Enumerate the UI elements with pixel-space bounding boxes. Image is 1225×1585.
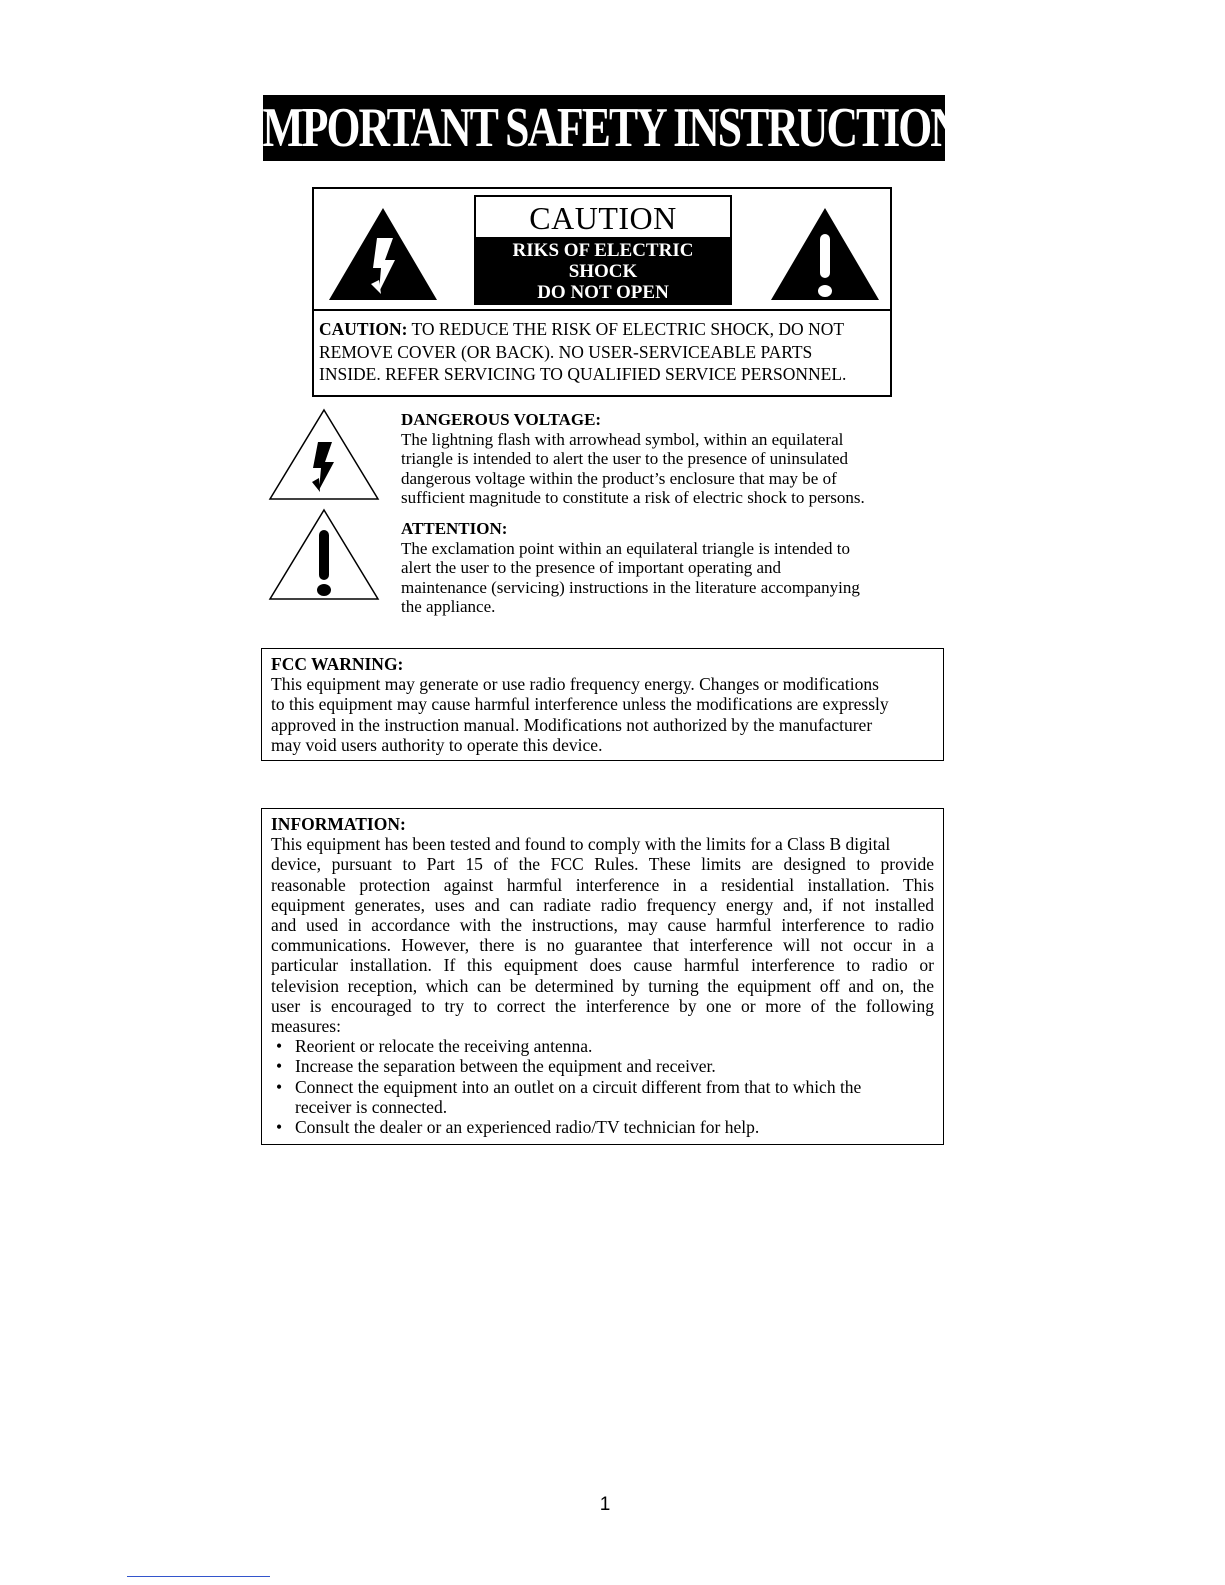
list-item-text: Increase the separation between the equipment and receiver.	[295, 1056, 716, 1077]
list-item	[271, 1117, 934, 1137]
information-line: communications. However, there is no guarantee that interference will not occur in a	[271, 935, 934, 956]
fcc-warning-box	[261, 648, 944, 761]
caution-line: RIKS OF ELECTRIC	[512, 240, 694, 261]
exclamation-outline-icon	[268, 508, 380, 602]
page-title: IMPORTANT SAFETY INSTRUCTION	[247, 97, 961, 159]
information-line: particular installation. If this equipment does cause harmful interference to radio or	[271, 955, 934, 976]
footer-rule	[127, 1576, 270, 1577]
fcc-warning-heading: FCC WARNING:	[271, 654, 404, 674]
fcc-warning-line: to this equipment may cause harmful interference unless the modifications are expressly	[271, 694, 889, 715]
information-line: This equipment has been tested and found to comply with the limits for a Class B digital	[271, 834, 891, 855]
attention-line: alert the user to the presence of important operating and	[401, 558, 781, 577]
dangerous-voltage-line: triangle is intended to alert the user to the presence of uninsulated	[401, 449, 849, 468]
caution-line: DO NOT OPEN	[537, 282, 669, 303]
fcc-warning-line: approved in the instruction manual. Modifications not authorized by the manufacturer	[271, 714, 873, 735]
fcc-warning-line: may void users authority to operate this device.	[271, 734, 603, 755]
page-title-banner	[247, 95, 961, 161]
lightning-outline-icon	[268, 408, 380, 502]
attention-heading: ATTENTION:	[401, 519, 508, 538]
information-heading: INFORMATION:	[271, 814, 406, 834]
fcc-warning-line: This equipment may generate or use radio frequency energy. Changes or modifications	[271, 674, 879, 695]
dangerous-voltage-heading: DANGEROUS VOLTAGE:	[401, 410, 602, 429]
page-number: 1	[599, 1494, 611, 1515]
information-line: television reception, which can be determined by turning the equipment off and on, the	[271, 975, 934, 996]
caution-notice-lead: CAUTION:	[319, 319, 408, 339]
information-line: equipment generates, uses and can radiate radio frequency energy and, if not installed	[271, 894, 934, 915]
attention-section	[401, 519, 941, 617]
list-item-text: Consult the dealer or an experienced radio/TV technician for help.	[295, 1117, 760, 1138]
list-item	[271, 1077, 934, 1117]
lightning-warning-icon	[327, 206, 439, 302]
dangerous-voltage-line: sufficient magnitude to constitute a risk of electric shock to persons.	[401, 488, 865, 507]
list-item-text: receiver is connected.	[295, 1096, 448, 1117]
caution-word: CAUTION	[529, 200, 677, 236]
caution-label-lines	[476, 237, 730, 303]
list-item-text: Connect the equipment into an outlet on a circuit different from that to which the	[295, 1076, 862, 1097]
dangerous-voltage-line: dangerous voltage within the product’s enclosure that may be of	[401, 468, 837, 488]
list-item	[271, 1036, 934, 1056]
caution-notice	[319, 318, 894, 386]
attention-line: the appliance.	[401, 597, 496, 616]
dangerous-voltage-line: The lightning flash with arrowhead symbol, within an equilateral	[401, 429, 844, 449]
caution-line: SHOCK	[568, 261, 638, 282]
caution-notice-line: REMOVE COVER (OR BACK). NO USER-SERVICEABLE PARTS	[319, 341, 813, 362]
information-line: user is encouraged to try to correct the interference by one or more of the following	[271, 995, 934, 1016]
list-item	[271, 1056, 934, 1076]
information-line: and used in accordance with the instructions, may cause harmful interference to radio	[271, 915, 934, 936]
caution-divider	[314, 309, 890, 311]
attention-line: The exclamation point within an equilateral triangle is intended to	[401, 538, 850, 558]
caution-notice-line: TO REDUCE THE RISK OF ELECTRIC SHOCK, DO NOT	[407, 319, 845, 339]
information-line: measures:	[271, 1016, 341, 1037]
information-line: device, pursuant to Part 15 of the FCC Rules. These limits are designed to provide	[271, 854, 934, 875]
attention-line: maintenance (servicing) instructions in the literature accompanying	[401, 577, 860, 597]
list-item-text: Reorient or relocate the receiving antenna.	[295, 1036, 593, 1057]
dangerous-voltage-section	[401, 410, 941, 508]
caution-label	[474, 195, 732, 305]
measures-list	[271, 1036, 934, 1137]
information-line: reasonable protection against harmful interference in a residential installation. This	[271, 874, 934, 895]
exclamation-warning-icon	[769, 206, 881, 302]
caution-box	[312, 187, 892, 397]
information-box	[261, 808, 944, 1145]
caution-notice-line: INSIDE. REFER SERVICING TO QUALIFIED SERVICE PERSONNEL.	[319, 364, 847, 384]
